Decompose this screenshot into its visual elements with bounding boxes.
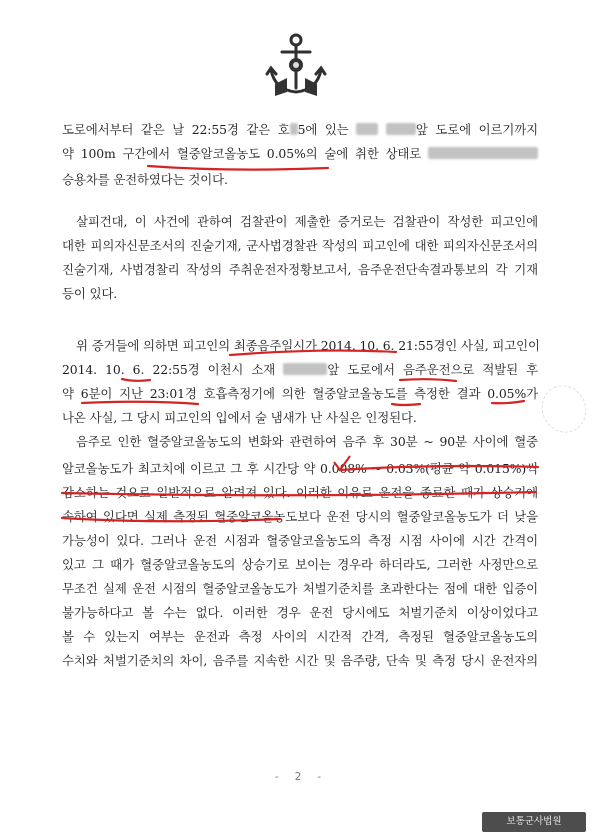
anchor-emblem-icon	[265, 30, 327, 100]
underline-measured	[392, 404, 420, 405]
redaction-block	[428, 147, 538, 159]
text-segment: 음주로 인한 혈중알코올농도의 변화와 관련하여 음주 후 30분 ~ 90분 사이에 혈중	[76, 434, 538, 449]
text-line	[62, 653, 538, 669]
text-segment: 수치와 처벌기준치의 차이, 음주를 지속한 시간 및 음주량, 단속 및 측정 당시 운전자의	[62, 653, 538, 668]
text-segment: 약 6분이 지난 23:01경 호흡측정기에 의한 혈중알코올농도를 측정한 결과 0.05%가	[62, 386, 538, 401]
redaction-block	[386, 123, 416, 135]
text-segment: 알코올농도가 최고치에 이르고 그 후 시간당 약 0.008% ~ 0.03%(평균 약 0.015%)씩	[62, 461, 538, 476]
redaction-block	[290, 123, 298, 135]
text-segment: 있고 그 때가 혈중알코올농도의 상승기로 보이는 경우라 하더라도, 그러한 사정만으로	[62, 557, 538, 572]
text-line	[76, 338, 538, 354]
text-segment: 진술기재, 사법경찰리 작성의 주취운전자정황보고서, 음주운전단속결과통보의 각 기재	[62, 262, 538, 277]
text-line	[62, 461, 538, 477]
text-line	[62, 557, 538, 573]
text-segment: 속하여 있다면 실제 측정된 혈중알코올농도보다 운전 당시의 혈중알코올농도가 더 낮을	[62, 509, 538, 524]
text-segment: 볼 수 있는지 여부는 운전과 측정 사이의 시간적 간격, 측정된 혈중알코올농도의	[62, 629, 538, 644]
text-segment: 대한 피의자신문조서의 진술기재, 군사법경찰관 작성의 피고인에 대한 피의자신문조서의	[62, 238, 538, 253]
text-segment: 감소하는 것으로 일반적으로 알려져 있다. 이러한 이유로 운전을 종료한 때가 상승기에	[62, 485, 538, 500]
underline-6min	[82, 402, 198, 404]
text-segment: 앞 도로에서 음주운전으로 적발된 후	[327, 362, 538, 377]
footer-court-label: 보통군사법원	[482, 812, 586, 832]
text-line	[62, 146, 538, 162]
text-line	[62, 122, 538, 138]
emblem-left-char: 법	[276, 60, 283, 68]
text-segment: 불가능하다고 볼 수는 없다. 이러한 경우 운전 당시에도 처벌기준치 이상이었다고	[62, 605, 538, 620]
underline-caught	[400, 379, 456, 381]
text-segment: 무조건 실제 운전 시점의 혈중알코올농도가 처벌기준치를 초과한다는 점에 대한 입증이	[62, 581, 538, 596]
text-segment: 가능성이 있다. 그러나 운전 시점과 혈중알코올농도의 측정 시점 사이에 시간 간격이	[62, 533, 538, 548]
text-line	[62, 509, 538, 525]
text-segment: 앞 도로에 이르기까지	[415, 122, 538, 137]
text-line	[62, 485, 538, 501]
text-line	[76, 214, 538, 230]
text-line	[62, 581, 538, 597]
text-segment: 약 100m 구간에서 혈중알코올농도 0.05%의 술에 취한 상태로	[62, 146, 428, 161]
redaction-block	[356, 123, 378, 135]
underline-concentration	[148, 166, 328, 170]
text-segment: 5에 있는	[297, 122, 357, 137]
redaction-block	[283, 363, 327, 375]
text-segment: 등이 있다.	[62, 286, 118, 301]
text-segment	[378, 122, 386, 137]
text-line	[76, 434, 538, 450]
seal-stamp	[534, 378, 594, 440]
page-number: - 2 -	[273, 770, 327, 783]
text-line	[62, 605, 538, 621]
text-segment: 도로에서부터 같은 날 22:55경 같은 호	[62, 122, 290, 137]
text-line	[62, 386, 538, 402]
text-line	[62, 286, 538, 302]
text-line	[62, 238, 538, 254]
text-line	[62, 262, 538, 278]
text-segment: 살피건대, 이 사건에 관하여 검찰관이 제출한 증거로는 검찰관이 작성한 피고인에	[76, 214, 538, 229]
text-segment: 위 증거들에 의하면 피고인의 최종음주일시가 2014. 10. 6. 21:55경인 사실, 피고인이	[76, 338, 540, 353]
text-line	[62, 533, 538, 549]
text-line	[62, 629, 538, 645]
text-segment: 나온 사실, 그 당시 피고인의 입에서 술 냄새가 난 사실은 인정된다.	[62, 410, 417, 425]
text-line	[62, 410, 538, 426]
text-segment: 승용차를 운전하였다는 것이다.	[62, 172, 228, 187]
text-line	[62, 362, 538, 378]
underline-time-2255	[122, 379, 150, 381]
emblem-right-char: 원	[306, 60, 313, 68]
text-segment: 2014. 10. 6. 22:55경 이천시 소재	[62, 362, 284, 377]
text-line	[62, 172, 538, 188]
